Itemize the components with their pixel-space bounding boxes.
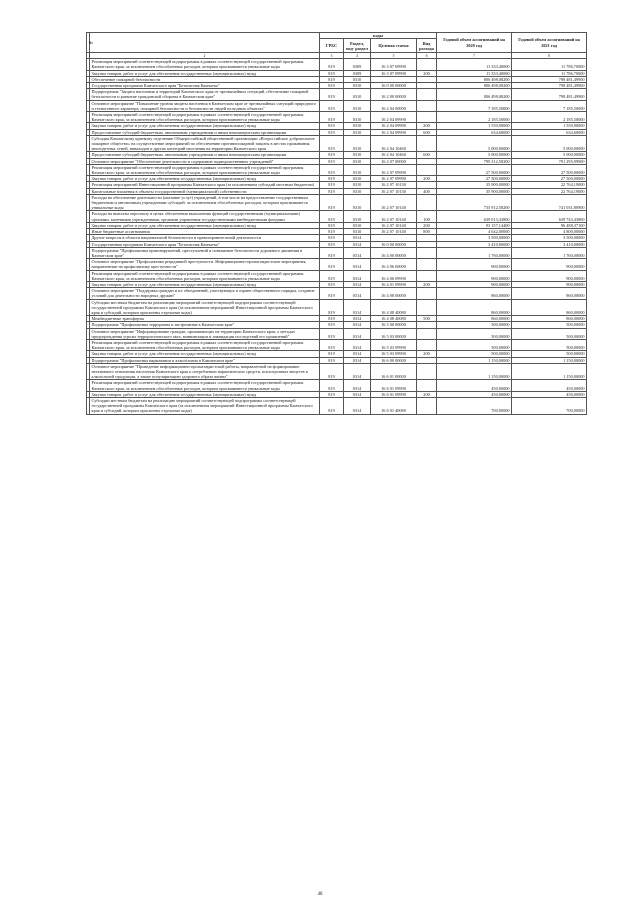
row-razdel-cell: 0309 — [344, 59, 371, 70]
row-2021-cell: 5 000,00000 — [512, 152, 587, 158]
row-target-cell: 16 2 04 09990 — [371, 129, 417, 135]
row-razdel-cell: 0314 — [344, 397, 371, 414]
row-razdel-cell: 0314 — [344, 316, 371, 322]
row-vid-cell: 200 — [417, 70, 437, 76]
row-2021-cell: 860,00000 — [512, 299, 587, 316]
row-2020-cell: 1 150,00000 — [437, 357, 512, 363]
row-grbs-cell: 819 — [320, 176, 344, 182]
row-2020-cell: 806 498,08200 — [437, 76, 512, 82]
row-2021-cell: 798 481,49900 — [512, 76, 587, 82]
row-grbs-cell: 819 — [320, 222, 344, 228]
row-target-cell: 16 4 08 40080 — [371, 316, 417, 322]
row-2020-cell: 900,00000 — [437, 281, 512, 287]
row-razdel-cell: 0314 — [344, 259, 371, 270]
row-razdel-cell: 0310 — [344, 176, 371, 182]
table-row — [87, 100, 587, 111]
row-razdel-cell: 0314 — [344, 299, 371, 316]
header-name — [90, 33, 320, 53]
row-target-cell: 16 2 07 10130 — [371, 182, 417, 188]
row-target-cell: 16 2 04 00000 — [371, 100, 417, 111]
row-name-cell: Закупка товаров, работ и услуг для обеспечения государственных (муниципальных) нужд — [90, 281, 320, 287]
row-vid-cell — [417, 194, 437, 211]
row-target-cell: 16 4 00 00000 — [371, 247, 417, 258]
page-number: 48 — [317, 892, 323, 897]
row-vid-cell: 200 — [417, 351, 437, 357]
row-grbs-cell: 819 — [320, 270, 344, 281]
row-2021-cell: 3 500,00000 — [512, 235, 587, 241]
row-target-cell: 16 6 00 00000 — [371, 357, 417, 363]
row-razdel-cell: 0314 — [344, 270, 371, 281]
row-grbs-cell: 819 — [320, 241, 344, 247]
row-target-cell: 16 5 03 09990 — [371, 351, 417, 357]
row-razdel-cell: 0310 — [344, 135, 371, 152]
table-row — [87, 363, 587, 380]
row-name-cell: Подпрограмма "Профилактика терроризма и экстремизма в Камчатском крае" — [90, 322, 320, 328]
row-name-cell: Обеспечение пожарной безопасности — [90, 76, 320, 82]
row-2020-cell: 806 498,08200 — [437, 89, 512, 100]
index-cell: 4 — [344, 53, 371, 59]
row-grbs-cell: 819 — [320, 328, 344, 339]
row-2021-cell: 741 031,80900 — [512, 194, 587, 211]
row-name-cell: Государственная программа Камчатского края "Безопасная Камчатка" — [90, 83, 320, 89]
row-target-cell: 16 6 01 40080 — [371, 397, 417, 414]
row-2021-cell: 860,00000 — [512, 288, 587, 299]
row-2021-cell: 860,00000 — [512, 316, 587, 322]
row-name-cell: Основное мероприятие "Профилактика рецидивной преступности. Информационно-пропагандистские мероприятия, направленные на профилактику преступности" — [90, 259, 320, 270]
index-cell: 7 — [437, 53, 512, 59]
table-row — [87, 59, 587, 70]
row-name-cell: Основное мероприятие "Поддержка граждан и их объединений, участвующих в охране общественного порядка, создание условий для деятельности народных дружин" — [90, 288, 320, 299]
row-target-cell: 16 3 07 09990 — [371, 70, 417, 76]
row-name-cell: Основное мероприятие "Обеспечение деятельности и содержание подведомственных учреждений" — [90, 158, 320, 164]
row-grbs-cell: 819 — [320, 194, 344, 211]
row-target-cell: 16 2 04 09990 — [371, 123, 417, 129]
row-2021-cell: 1 760,00000 — [512, 247, 587, 258]
row-target-cell: 16 0 00 00000 — [371, 83, 417, 89]
table-row — [87, 135, 587, 152]
row-grbs-cell: 819 — [320, 397, 344, 414]
row-target-cell: 16 4 08 40080 — [371, 299, 417, 316]
row-2020-cell: 2 185,50000 — [437, 112, 512, 123]
row-name-cell: Реализация мероприятий соответствующей подпрограммы в рамках соответствующей государственной программы Камчатского края, за исключением обособленных расходов, которым присваиваются уникальные коды — [90, 339, 320, 350]
row-razdel-cell: 0314 — [344, 351, 371, 357]
row-razdel-cell: 0310 — [344, 194, 371, 211]
row-grbs-cell: 819 — [320, 339, 344, 350]
row-vid-cell — [417, 397, 437, 414]
row-2021-cell: 634,60000 — [512, 129, 587, 135]
row-name-cell: Реализация мероприятий Инвестиционной программы Камчатского края (за исключением субсидий местным бюджетам) — [90, 182, 320, 188]
row-name-cell: Подпрограмма "Защита населения и территорий Камчатского края от чрезвычайных ситуаций, обеспечение пожарной безопасности и развитие гражданской обороны в Камчатском крае" — [90, 89, 320, 100]
row-2020-cell: 500,00000 — [437, 322, 512, 328]
row-name-cell: Расходы на выплаты персоналу в целях обеспечения выполнения функций государственными (муниципальными) органами, казенными учреждениями, органами управления государственными внебюджетными фондами — [90, 211, 320, 222]
row-razdel-cell: 0314 — [344, 328, 371, 339]
row-target-cell: 16 0 00 00000 — [371, 241, 417, 247]
row-razdel-cell: 0310 — [344, 112, 371, 123]
row-razdel-cell: 0310 — [344, 229, 371, 235]
row-vid-cell: 400 — [417, 188, 437, 194]
row-target-cell: 16 2 04 09990 — [371, 112, 417, 123]
row-vid-cell: 200 — [417, 222, 437, 228]
row-name-cell: Реализация мероприятий соответствующей подпрограммы в рамках соответствующей государственной программы Камчатского края, за исключением обособленных расходов, которым присваиваются уникальные коды — [90, 380, 320, 391]
row-grbs-cell: 819 — [320, 229, 344, 235]
row-2021-cell: 1 150,00000 — [512, 363, 587, 380]
row-grbs-cell: 819 — [320, 89, 344, 100]
row-grbs-cell: 819 — [320, 123, 344, 129]
row-grbs-cell: 819 — [320, 70, 344, 76]
row-name-cell: Капитальные вложения в объекты государственной (муниципальной) собственности — [90, 188, 320, 194]
row-vid-cell: 600 — [417, 152, 437, 158]
row-2020-cell: 806 498,08200 — [437, 83, 512, 89]
row-2021-cell: 450,00000 — [512, 380, 587, 391]
row-2020-cell: 639 013,43800 — [437, 211, 512, 222]
row-razdel-cell: 0310 — [344, 211, 371, 222]
row-grbs-cell: 819 — [320, 391, 344, 397]
row-2021-cell: 500,00000 — [512, 322, 587, 328]
row-2021-cell: 27 500,00000 — [512, 176, 587, 182]
row-target-cell: 16 4 01 09990 — [371, 281, 417, 287]
index-cell: 2 — [90, 53, 320, 59]
row-razdel-cell: 0310 — [344, 83, 371, 89]
row-razdel-cell: 0310 — [344, 164, 371, 175]
row-2021-cell: 639 743,43800 — [512, 211, 587, 222]
row-target-cell: 16 6 01 09990 — [371, 380, 417, 391]
row-2021-cell: 7 185,50000 — [512, 100, 587, 111]
row-razdel-cell: 0310 — [344, 76, 371, 82]
row-razdel-cell: 0314 — [344, 247, 371, 258]
row-vid-cell — [417, 328, 437, 339]
row-2021-cell: 900,00000 — [512, 281, 587, 287]
row-name-cell: Субсидии местным бюджетам на реализацию мероприятий соответствующей подпрограммы соответствующей государственной программы Камчатского края (за исключением мероприятий Инвестиционной программы Камчатского края и субсидий, которым присвоены отдельные коды) — [90, 299, 320, 316]
row-name-cell: Закупка товаров, работ и услуг для обеспечения государственных (муниципальных) нужд — [90, 351, 320, 357]
row-razdel-cell: 0314 — [344, 380, 371, 391]
row-razdel-cell: 0314 — [344, 322, 371, 328]
row-vid-cell — [417, 288, 437, 299]
row-vid-cell — [417, 339, 437, 350]
row-name-cell: Закупка товаров, работ и услуг для обеспечения государственных (муниципальных) нужд — [90, 222, 320, 228]
row-vid-cell: 200 — [417, 281, 437, 287]
row-2021-cell: 27 500,00000 — [512, 164, 587, 175]
row-grbs-cell: 819 — [320, 211, 344, 222]
row-vid-cell: 200 — [417, 176, 437, 182]
row-grbs-cell: 819 — [320, 363, 344, 380]
row-2020-cell: 860,00000 — [437, 316, 512, 322]
row-2020-cell: 500,00000 — [437, 339, 512, 350]
row-name-cell: Основное мероприятие "Повышение уровня защиты населения в Камчатском крае от чрезвычайных ситуаций природного и техногенного характера, пожарной безопасности и безопасности людей на водных объектах" — [90, 100, 320, 111]
row-vid-cell — [417, 299, 437, 316]
row-razdel-cell: 0310 — [344, 222, 371, 228]
row-2020-cell: 3 410,00000 — [437, 241, 512, 247]
row-name-cell: Закупка товаров, работ и услуг для обеспечения государственных (муниципальных) нужд — [90, 391, 320, 397]
table-row — [87, 270, 587, 281]
row-2020-cell: 3 500,00000 — [437, 235, 512, 241]
row-name-cell: Реализация мероприятий соответствующей подпрограммы в рамках соответствующей государственной программы Камчатского края, за исключением обособленных расходов, которым присваиваются уникальные коды — [90, 270, 320, 281]
row-2020-cell: 1 760,00000 — [437, 247, 512, 258]
row-name-cell: Закупка товаров, работ и услуг для обеспечения государственных (муниципальных) нужд — [90, 70, 320, 76]
header-codes-group: коды — [320, 33, 437, 39]
table-row — [87, 211, 587, 222]
row-razdel-cell: 0310 — [344, 123, 371, 129]
row-2020-cell: 799 312,58200 — [437, 158, 512, 164]
row-2020-cell: 735 912,58200 — [437, 194, 512, 211]
row-target-cell: 16 6 01 09990 — [371, 391, 417, 397]
row-target-cell: 16 2 07 00000 — [371, 158, 417, 164]
row-grbs-cell: 819 — [320, 164, 344, 175]
row-razdel-cell: 0314 — [344, 339, 371, 350]
row-razdel-cell: 0310 — [344, 100, 371, 111]
row-name-cell: Закупка товаров, работ и услуг для обеспечения государственных (муниципальных) нужд — [90, 176, 320, 182]
row-name-cell: Межбюджетные трансферты — [90, 316, 320, 322]
row-2020-cell: 27 500,00000 — [437, 176, 512, 182]
row-target-cell: 16 5 03 09990 — [371, 339, 417, 350]
row-2021-cell: 500,00000 — [512, 328, 587, 339]
row-2020-cell: 5 000,00000 — [437, 135, 512, 152]
row-vid-cell — [417, 380, 437, 391]
row-vid-cell — [417, 89, 437, 100]
row-2020-cell: 500,00000 — [437, 351, 512, 357]
row-2021-cell: 900,00000 — [512, 270, 587, 281]
row-grbs-cell: 819 — [320, 281, 344, 287]
row-razdel-cell: 0314 — [344, 288, 371, 299]
row-2020-cell: 700,00000 — [437, 397, 512, 414]
row-2021-cell: 500,00000 — [512, 339, 587, 350]
row-razdel-cell: 0314 — [344, 391, 371, 397]
row-target-cell: 16 2 07 09990 — [371, 176, 417, 182]
row-name-cell: Подпрограмма "Профилактика наркомании и алкоголизма в Камчатском крае" — [90, 357, 320, 363]
table-row — [87, 247, 587, 258]
header-target: Целевая статья — [371, 39, 417, 53]
row-grbs-cell: 819 — [320, 357, 344, 363]
row-name-cell: Основное мероприятие "Проведение информационно-пропагандистской работы, направленной на формирование негативного отношения населения Камчатского края к потреблению наркотических средств, психотропных веществ и алкогольной продукции, а также популяризацию здорового образа жизни" — [90, 363, 320, 380]
table-row — [87, 259, 587, 270]
row-2020-cell: 634,60000 — [437, 129, 512, 135]
row-grbs-cell: 819 — [320, 247, 344, 258]
row-vid-cell — [417, 270, 437, 281]
row-vid-cell — [417, 100, 437, 111]
row-grbs-cell: 819 — [320, 316, 344, 322]
row-vid-cell — [417, 164, 437, 175]
row-grbs-cell: 819 — [320, 100, 344, 111]
row-grbs-cell: 819 — [320, 135, 344, 152]
row-target-cell: 16 4 08 00000 — [371, 288, 417, 299]
row-2021-cell: 4 800,00000 — [512, 229, 587, 235]
row-2021-cell: 11 786,70000 — [512, 70, 587, 76]
row-razdel-cell: 0310 — [344, 152, 371, 158]
row-grbs-cell: 819 — [320, 288, 344, 299]
row-2021-cell: 450,00000 — [512, 391, 587, 397]
row-grbs-cell: 819 — [320, 112, 344, 123]
row-2021-cell: 1 550,90000 — [512, 123, 587, 129]
row-target-cell: 16 4 06 00000 — [371, 259, 417, 270]
row-razdel-cell: 0310 — [344, 182, 371, 188]
table-row — [87, 89, 587, 100]
row-2020-cell: 35 900,00000 — [437, 182, 512, 188]
index-cell: 8 — [512, 53, 587, 59]
row-2021-cell: 96 488,37100 — [512, 222, 587, 228]
row-vid-cell — [417, 59, 437, 70]
row-2020-cell: 27 500,00000 — [437, 164, 512, 175]
row-grbs-cell: 819 — [320, 351, 344, 357]
header-vid: Вид расхода — [417, 39, 437, 53]
row-target-cell: 16 2 07 10140 — [371, 211, 417, 222]
row-target-cell: 16 4 06 09990 — [371, 270, 417, 281]
row-target-cell: 16 6 01 00000 — [371, 363, 417, 380]
table-row — [87, 380, 587, 391]
table-row — [87, 164, 587, 175]
row-vid-cell: 200 — [417, 123, 437, 129]
row-name-cell: Предоставление субсидий бюджетным, автономным учреждениям и иным некоммерческим организациям — [90, 152, 320, 158]
row-target-cell: 16 2 07 10140 — [371, 229, 417, 235]
header-2020: Годовой объем ассигнований на 2020 год — [437, 33, 512, 53]
row-2021-cell: 22 764,19000 — [512, 182, 587, 188]
index-cell: 1 — [88, 54, 91, 58]
row-2021-cell: 1 150,00000 — [512, 357, 587, 363]
row-razdel-cell: 0314 — [344, 281, 371, 287]
row-grbs-cell: 819 — [320, 129, 344, 135]
row-razdel-cell: 0314 — [344, 235, 371, 241]
row-name-cell: Субсидия Камчатскому краевому отделению Общероссийской общественной организации «Всероссийское добровольное пожарное общество» на осуществление мероприятий по обеспечению противопожарной защиты в местах проживания многодетных семей, инвалидов и других категорий населения на территории Камчатского края — [90, 135, 320, 152]
row-2021-cell: 798 481,49900 — [512, 83, 587, 89]
row-2020-cell: 450,00000 — [437, 380, 512, 391]
row-vid-cell: 200 — [417, 391, 437, 397]
row-target-cell: 16 2 00 00000 — [371, 89, 417, 100]
row-target-cell: 16 5 03 00000 — [371, 328, 417, 339]
header-razdel: Раздел, под- раздел — [344, 39, 371, 53]
row-2020-cell: 4 642,00000 — [437, 229, 512, 235]
row-target-cell: 16 2 04 10460 — [371, 135, 417, 152]
row-2020-cell: 1 550,90000 — [437, 123, 512, 129]
row-grbs-cell: 819 — [320, 152, 344, 158]
row-2020-cell: 93 157,14400 — [437, 222, 512, 228]
row-name-cell: Другие вопросы в области национальной безопасности и правоохранительной деятельности — [90, 235, 320, 241]
row-name-cell: Государственная программа Камчатского края "Безопасная Камчатка" — [90, 241, 320, 247]
row-vid-cell: 800 — [417, 229, 437, 235]
row-vid-cell: 600 — [417, 129, 437, 135]
table-row — [87, 299, 587, 316]
row-name-cell: Подпрограмма "Профилактика правонарушений, преступлений и повышение безопасности дорожного движения в Камчатском крае" — [90, 247, 320, 258]
row-vid-cell — [417, 135, 437, 152]
row-grbs-cell: 819 — [320, 259, 344, 270]
row-name-cell: Основное мероприятие "Информирование граждан, проживающих на территории Камчатского края, о методах предупреждения угрозы террористического акта, минимизации и ликвидации последствий его проявлений" — [90, 328, 320, 339]
row-razdel-cell: 0314 — [344, 241, 371, 247]
row-razdel-cell: 0310 — [344, 188, 371, 194]
row-2020-cell: 900,00000 — [437, 270, 512, 281]
row-2021-cell: 900,00000 — [512, 259, 587, 270]
budget-table — [86, 32, 587, 415]
row-2021-cell: 22 764,19000 — [512, 188, 587, 194]
index-cell: 3 — [320, 53, 344, 59]
row-2021-cell: 791 295,99900 — [512, 158, 587, 164]
row-vid-cell: 500 — [417, 316, 437, 322]
row-razdel-cell: 0310 — [344, 89, 371, 100]
row-grbs-cell: 819 — [320, 188, 344, 194]
row-2020-cell: 11 333,40000 — [437, 59, 512, 70]
row-2021-cell: 5 000,00000 — [512, 135, 587, 152]
row-name-cell: Реализация мероприятий соответствующей подпрограммы в рамках соответствующей государственной программы Камчатского края, за исключением обособленных расходов, которым присваиваются уникальные коды — [90, 164, 320, 175]
index-cell: 5 — [371, 53, 417, 59]
row-target-cell: 16 2 07 10140 — [371, 222, 417, 228]
row-2020-cell: 11 333,40000 — [437, 70, 512, 76]
row-2020-cell: 860,00000 — [437, 288, 512, 299]
row-grbs-cell: 819 — [320, 380, 344, 391]
row-target-cell: 16 5 00 00000 — [371, 322, 417, 328]
row-razdel-cell: 0314 — [344, 357, 371, 363]
row-target-cell: 16 2 07 10130 — [371, 188, 417, 194]
header-grbs: ГРБС — [320, 39, 344, 53]
row-2021-cell: 3 410,00000 — [512, 241, 587, 247]
row-target-cell: 16 2 07 09990 — [371, 164, 417, 175]
row-name-cell: Предоставление субсидий бюджетным, автономным учреждениям и иным некоммерческим организациям — [90, 129, 320, 135]
table-row — [87, 339, 587, 350]
row-name-cell: Закупка товаров, работ и услуг для обеспечения государственных (муниципальных) нужд — [90, 123, 320, 129]
header-2021: Годовой объем ассигнований на 2021 год — [512, 33, 587, 53]
table-row — [87, 194, 587, 211]
table-body — [87, 59, 587, 414]
row-2020-cell: 7 185,50000 — [437, 100, 512, 111]
row-grbs-cell: 819 — [320, 322, 344, 328]
row-2020-cell: 5 000,00000 — [437, 152, 512, 158]
row-razdel-cell: 0310 — [344, 129, 371, 135]
row-vid-cell — [417, 112, 437, 123]
row-razdel-cell: 0309 — [344, 70, 371, 76]
row-2021-cell: 500,00000 — [512, 351, 587, 357]
index-cell: 6 — [417, 53, 437, 59]
row-2021-cell: 798 481,49900 — [512, 89, 587, 100]
row-2020-cell: 860,00000 — [437, 299, 512, 316]
row-2020-cell: 35 900,00000 — [437, 188, 512, 194]
row-target-cell: 16 2 07 10140 — [371, 194, 417, 211]
row-razdel-cell: 0314 — [344, 363, 371, 380]
row-name-cell: Реализация мероприятий соответствующей подпрограммы в рамках соответствующей государственной программы Камчатского края, за исключением обособленных расходов, которым присваиваются уникальные коды — [90, 112, 320, 123]
row-name-cell: Реализация мероприятий соответствующей подпрограммы в рамках соответствующей государственной программы Камчатского края, за исключением обособленных расходов, которым присваиваются уникальные коды — [90, 59, 320, 70]
row-vid-cell — [417, 259, 437, 270]
row-grbs-cell: 819 — [320, 59, 344, 70]
table-row — [87, 397, 587, 414]
row-target-cell: 16 3 07 09990 — [371, 59, 417, 70]
row-grbs-cell: 819 — [320, 158, 344, 164]
row-grbs-cell: 819 — [320, 299, 344, 316]
row-2020-cell: 1 150,00000 — [437, 363, 512, 380]
row-target-cell: 16 2 04 10460 — [371, 152, 417, 158]
row-2020-cell: 450,00000 — [437, 391, 512, 397]
row-vid-cell — [417, 247, 437, 258]
row-name-cell: Субсидии местным бюджетам на реализацию мероприятий соответствующей подпрограммы соответствующей государственной программы Камчатского края (за исключением мероприятий Инвестиционной программы Камчатского края и субсидий, которым присвоены отдельные коды) — [90, 397, 320, 414]
row-2021-cell: 11 786,70000 — [512, 59, 587, 70]
table-row — [87, 112, 587, 123]
row-vid-cell: 100 — [417, 211, 437, 222]
row-grbs-cell: 819 — [320, 83, 344, 89]
table-row — [87, 288, 587, 299]
row-razdel-cell: 0310 — [344, 158, 371, 164]
row-grbs-cell: 819 — [320, 76, 344, 82]
row-2020-cell: 900,00000 — [437, 259, 512, 270]
row-2021-cell: 2 185,50000 — [512, 112, 587, 123]
row-grbs-cell: 819 — [320, 235, 344, 241]
row-2020-cell: 500,00000 — [437, 328, 512, 339]
row-grbs-cell: 819 — [320, 182, 344, 188]
row-2021-cell: 700,00000 — [512, 397, 587, 414]
row-vid-cell — [417, 363, 437, 380]
row-name-cell: Иные бюджетные ассигнования — [90, 229, 320, 235]
header-num: № — [87, 33, 90, 53]
table-row — [87, 328, 587, 339]
row-name-cell: Расходы на обеспечение деятельности (оказание услуг) учреждений, в том числе на предоставление государственным бюджетным и автономным учреждениям субсидий, за исключением обособленных расходов, которым присваиваются уникальные коды — [90, 194, 320, 211]
